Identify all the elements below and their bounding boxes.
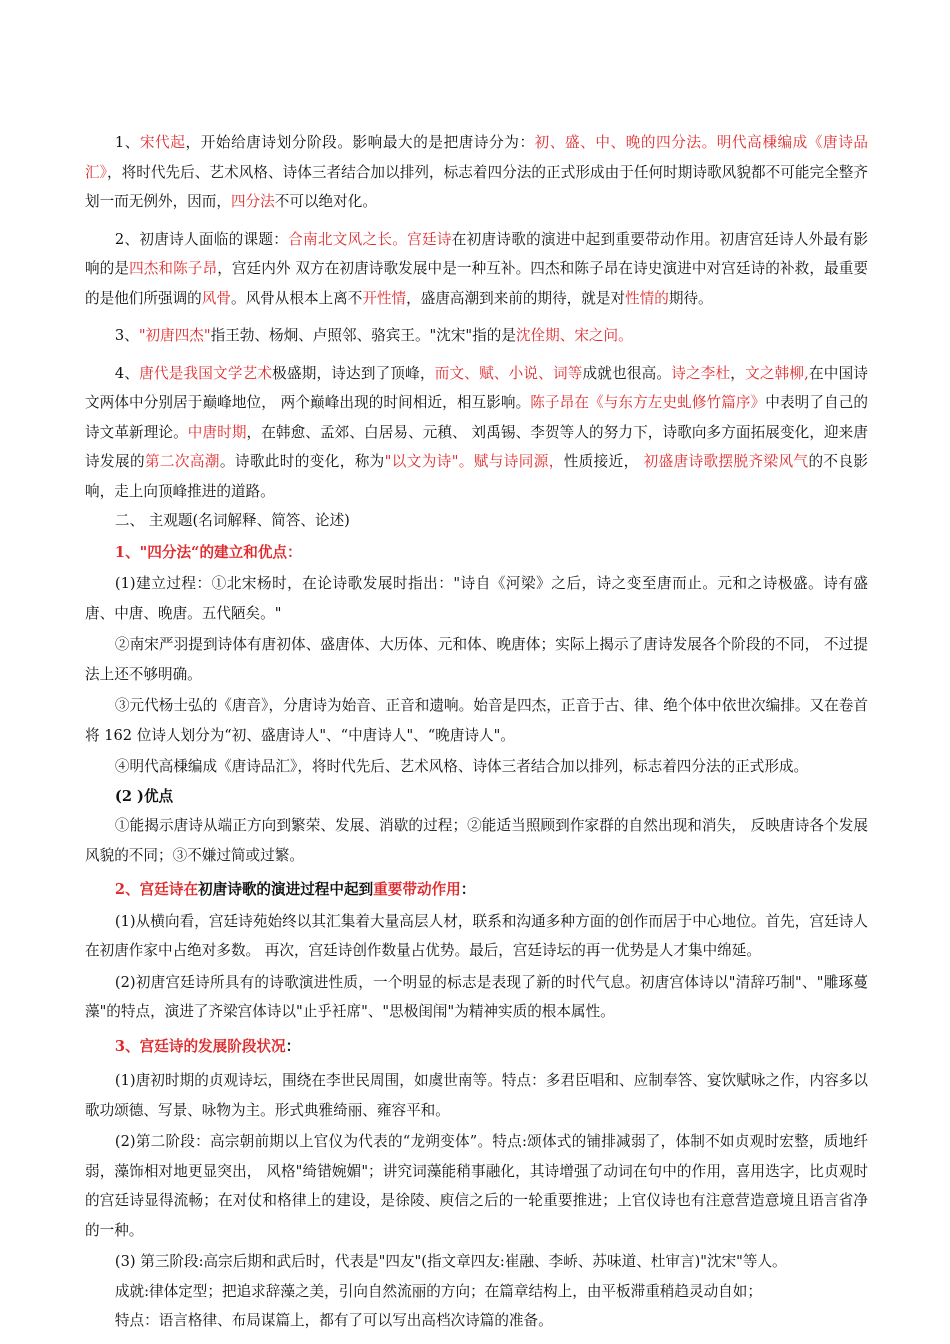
highlight-text: 沈佺期、宋之问。 [515,327,633,344]
paragraph-stage-1: (1)唐初时期的贞观诗坛，围绕在李世民周围，如虞世南等。特点：多君臣唱和、应制奉答、宴饮赋咏之作，内容多以歌功颂德、写景、咏物为主。形式典雅绮丽、雍容平和。 [85,1072,868,1119]
heading-text: 初唐诗歌的演进过程中起到 [198,881,374,898]
highlight-text: 四分法 [230,193,275,210]
paragraph-establishment: (1)建立过程：①北宋杨时，在论诗歌发展时指出："诗自《河梁》之后，诗之变至唐而止。元和之诗极盛。诗有盛唐、中唐、晚唐。五代陋矣。" [85,575,868,622]
paragraph-stage-2: (2)第二阶段：高宗朝前期以上官仪为代表的“龙朔变体”。特点:颂体式的铺排减弱了，体制不如贞观时宏整，质地纤弱，藻饰相对地更显突出， 风格"绮错婉媚"；讲究词藻能稍事融化，其诗增强了动词在句中的作用，喜用迭字，比贞观时的宫廷诗显得流畅；在对仗和格律上的建设，是徐陵、庾信之后的一轮重要推进；上官仪诗也有注意营造意境且语言省净的一种。 [85,1133,868,1239]
text: ，将时代先后、艺术风格、诗体三者结合加以排列，标志着四分法的正式形成由于任何时期诗歌风貌都不可能完全整齐划一而无例外，因而， [85,163,868,210]
heading-four-division [85,538,868,568]
text: 极盛期，诗达到了顶峰， [272,364,435,382]
text: 成就也很高。 [582,364,672,382]
text: 期待。 [668,289,713,307]
heading-court-stages [85,1032,868,1062]
heading-text: 1、"四分法“的建立和优点： [114,543,302,561]
heading-text: 2、宫廷诗在 [114,881,199,898]
text: 4、 [114,364,140,382]
paragraph-yanyu: ②南宋严羽提到诗体有唐初体、盛唐体、大历体、元和体、晚唐体；实际上揭示了唐诗发展各个阶段的不同， 不过提法上还不够明确。 [85,636,868,683]
text: ， [730,364,746,382]
heading-text: 重要带动作用 [373,881,461,898]
highlight-text: 四杰和陈子昂 [129,260,218,277]
text: 不可以绝对化。 [274,193,377,210]
text: 在中国诗文两体中分别居于巅峰地位， 两个巅峰出现的时间相近，相互影响。 [85,364,868,411]
highlight-text: 初盛唐诗歌摆脱齐梁风气 [643,453,809,470]
highlight-text: 中唐时期 [187,423,247,441]
highlight-text: "以文为诗"。赋与诗同源， [384,453,564,470]
highlight-text: 第二次高潮 [144,453,220,470]
text: 1、 [114,134,140,151]
text: 的不良影响，走上向顶峰推进的道路。 [85,453,868,500]
paragraph-achievements: 成就:律体定型；把追求辞藻之美，引向自然流丽的方向；在篇章结构上，由平板滞重稍趋灵动自如； [114,1282,762,1300]
text: 2、初唐诗人面临的课题： [114,230,289,248]
heading-court-poetry [85,875,868,905]
paragraph-stage-3: (3) 第三阶段:高宗后期和武后时，代表是"四友"(指文章四友:崔融、李峤、苏味道、杜审言)"沈宋"等人。 [114,1253,787,1270]
paragraph-4 [85,359,868,507]
heading-text: 3、 [114,1037,140,1055]
paragraph-horizontal: (1)从横向看，宫廷诗苑始终以其汇集着大量高层人材，联系和沟通多种方面的创作而居于中心地位。首先，宫廷诗人在初唐作家中占绝对多数。 再次，宫廷诗创作数量占优势。最后，宫廷诗坛的再一优势是人才集中绵延。 [85,912,868,959]
highlight-text: 初、盛、中、晚的四分法。明代高棅编成《唐诗品汇》 [85,134,868,181]
highlight-text: "初唐四杰" [138,327,211,344]
text: 中表明了自己的诗文革新理论。 [85,394,868,441]
highlight-text: 风骨 [201,289,231,307]
text: ，开始给唐诗划分阶段。影响最大的是把唐诗分为： [185,134,535,151]
paragraph-gaobing: ④明代高棅编成《唐诗品汇》，将时代先后、艺术风格、诗体三者结合加以排列，标志着四分法的正式形成。 [114,758,809,775]
paragraph-3 [85,321,868,351]
highlight-text: 诗之李杜 [671,364,731,382]
text: ，盛唐高潮到来前的期待，就是对 [406,289,626,307]
text: 。风骨从根本上离不 [230,289,363,307]
highlight-text: 宋代起 [139,134,186,151]
highlight-text: 开性情 [362,289,407,307]
text: ，宫廷内外 双方在初唐诗歌发展中是一种互补。四杰和陈子昂在诗史演进中对宫廷诗的补救，最重要的是他们所强调的 [85,260,868,307]
highlight-text: 唐代是我国文学艺术 [139,364,273,382]
text: 3、 [114,327,139,344]
paragraph-features: 特点：语言格律、布局谋篇上，都有了可以写出高档次诗篇的准备。 [114,1312,553,1329]
text: ，在韩愈、孟郊、白居易、元稹、 刘禹锡、李贺等人的努力下，诗歌向多方面拓展变化，迎来唐诗发展的 [85,423,868,470]
paragraph-advantages: ①能揭示唐诗从端正方向到繁荣、发展、消歇的过程；②能适当照顾到作家群的自然出现和消失， 反映唐诗各个发展风貌的不同；③不嫌过简或过繁。 [85,817,868,864]
highlight-text: 性情的 [625,289,669,307]
heading-text: ： [460,881,476,898]
highlight-text: 而文、赋、小说、词等 [434,364,583,382]
highlight-text: 陈子昂在《与东方左史虬修竹篇序》 [530,394,766,411]
heading-text: 宫廷诗的发展阶段状况 [139,1037,286,1055]
paragraph-yangshihong: ③元代杨士弘的《唐音》，分唐诗为始音、正音和遗响。始音是四杰，正音于古、律、绝个体中依世次编排。又在卷首将 162 位诗人划分为“初、盛唐诗人"、“中唐诗人"、“晚唐诗人"。 [85,697,868,744]
highlight-text: 合南北文风之长。宫廷诗 [288,230,452,248]
text: 性质接近， [563,453,644,470]
subheading-advantages: (2 )优点 [114,787,174,805]
text: 指王勃、杨炯、卢照邻、骆宾王。"沈宋"指的是 [210,327,516,344]
highlight-text: 文之韩柳, [745,364,809,382]
paragraph-evolution: (2)初唐宫廷诗所具有的诗歌演进性质，一个明显的标志是表现了新的时代气息。初唐宫体诗以"清辞巧制"、"雕琢蔓藻"的特点，演进了齐梁宫体诗以"止乎衽席"、"思极闺闱"为精神实质的根本属性。 [85,973,868,1020]
text: 在初唐诗歌的演进中起到重要带动作用。初唐宫廷诗人外最有影响的是 [85,230,868,277]
paragraph-1 [85,128,868,217]
heading-text: ： [285,1037,301,1055]
section-heading-subjective: 二、 主观题(名词解释、简答、论述) [114,512,350,529]
paragraph-2 [85,225,868,314]
text: 。诗歌此时的变化，称为 [219,453,385,470]
